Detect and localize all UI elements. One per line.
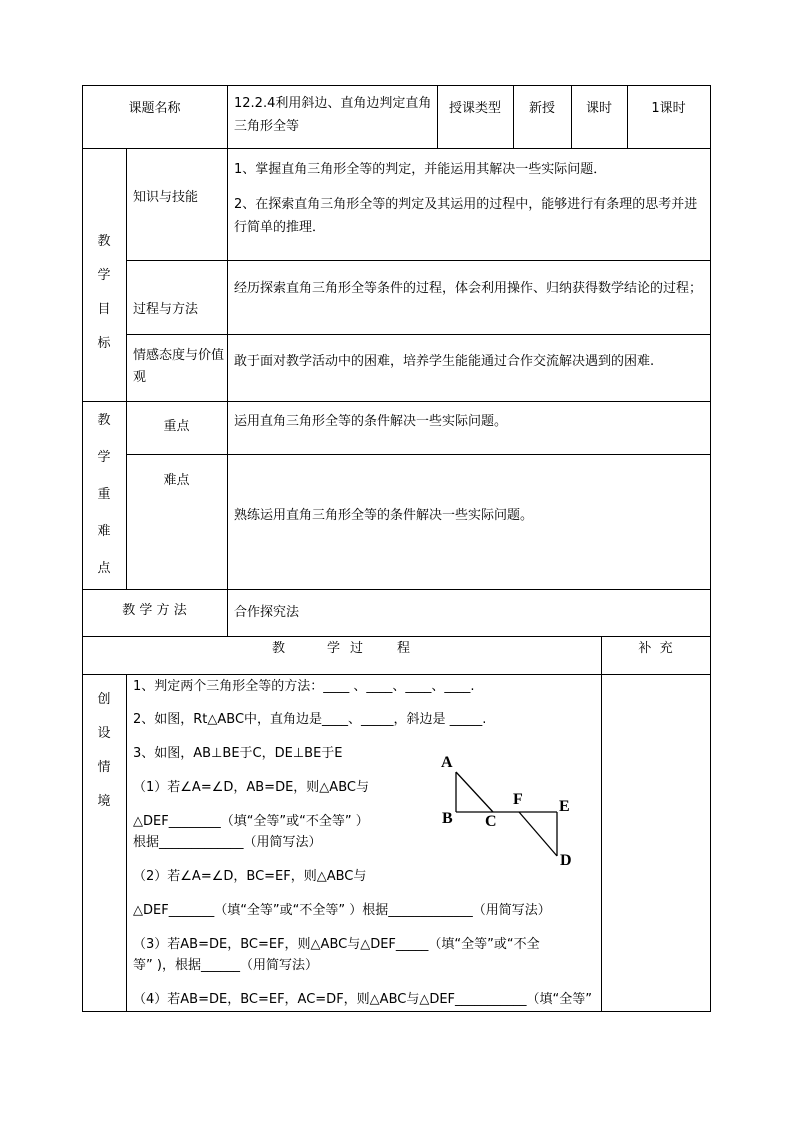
process-header-char: 学: [327, 641, 341, 656]
figure-label-b: B: [442, 810, 453, 827]
rule: [601, 636, 602, 1011]
question-3-1a: （1）若∠A=∠D，AB=DE，则△ABC与: [133, 780, 369, 795]
rule: [82, 1011, 711, 1012]
rule: [126, 260, 711, 261]
difficult-text: 熟练运用直角三角形全等的条件解决一些实际问题。: [234, 508, 534, 523]
figure-label-c: C: [485, 813, 497, 830]
figure-label-f: F: [513, 791, 523, 808]
objectives-section-label: 教 学 目 标: [97, 234, 111, 351]
rule: [82, 589, 711, 590]
method-value: 合作探究法: [234, 605, 300, 620]
question-1: 1、判定两个三角形全等的方法：____ 、____、____、____.: [133, 679, 475, 694]
rule: [710, 85, 711, 1012]
figure-label-d: D: [560, 852, 572, 869]
topic-value: 12.2.4利用斜边、直角边判定直角三角形全等: [234, 96, 432, 134]
rule: [227, 85, 228, 148]
attitude-label: 情感态度与价值观: [133, 348, 225, 385]
type-value: 新授: [528, 101, 555, 116]
rule: [82, 674, 711, 675]
rule: [82, 401, 711, 402]
segment-ac: [456, 772, 493, 812]
figure-label-a: A: [441, 754, 453, 771]
supplement-label: 补 充: [638, 641, 673, 656]
question-2: 2、如图，Rt△ABC中，直角边是____、_____，斜边是 _____.: [133, 712, 487, 727]
process-header-char: 教: [272, 641, 286, 656]
process-header-char: 程: [397, 641, 411, 656]
question-3-3a: （3）若AB=DE，BC=EF，则△ABC与△DEF_____（填“全等”或“不全: [133, 937, 540, 952]
topic-label: 课题名称: [128, 101, 181, 116]
rule: [82, 148, 711, 149]
question-3-2a: （2）若∠A=∠D，BC=EF，则△ABC与: [133, 869, 367, 884]
rule: [126, 148, 127, 589]
knowledge-label: 知识与技能: [133, 190, 199, 205]
rule: [126, 674, 127, 1011]
question-3-2b: △DEF_______（填“全等”或“不全等” ）根据_____________（用简写法）: [133, 903, 551, 918]
hours-value: 1课时: [651, 101, 686, 116]
question-3-4: （4）若AB=DE，BC=EF，AC=DF，则△ABC与△DEF___________（填“全等”: [133, 992, 592, 1007]
process-header: [82, 638, 601, 660]
rule: [126, 334, 711, 335]
figure-label-e: E: [559, 798, 570, 815]
rule: [227, 148, 228, 636]
knowledge-item-2: 2、在探索直角三角形全等的判定及其运用的过程中，能够进行有条理的思考并进行简单的推理．: [234, 197, 698, 235]
keypoints-section-label: 教 学 重 难 点: [97, 413, 111, 576]
rule: [82, 85, 711, 86]
question-3-1b: △DEF________（填“全等”或“不全等” ）: [133, 814, 369, 829]
process-header-char: 过: [350, 641, 364, 656]
attitude-text: 敢于面对教学活动中的困难，培养学生能能通过合作交流解决遇到的困难.: [234, 354, 655, 369]
rule: [82, 636, 711, 637]
scenario-section-label: 创 设 情 境: [97, 692, 111, 809]
question-3: 3、如图，AB⊥BE于C，DE⊥BE于E: [133, 746, 343, 761]
process-text: 经历探索直角三角形全等条件的过程，体会利用操作、归纳获得数学结论的过程；: [234, 281, 703, 296]
knowledge-item-1: 1、掌握直角三角形全等的判定，并能运用其解决一些实际问题．: [234, 162, 607, 177]
question-3-1c: 根据_____________（用简写法）: [133, 835, 322, 850]
key-text: 运用直角三角形全等的条件解决一些实际问题。: [234, 414, 508, 429]
method-label: 教 学 方 法: [122, 603, 187, 618]
hours-label: 课时: [585, 101, 612, 116]
type-label: 授课类型: [448, 101, 501, 116]
key-label: 重点: [163, 419, 190, 434]
difficult-label: 难点: [163, 473, 190, 488]
rule: [126, 454, 711, 455]
rule: [82, 85, 83, 1012]
process-label: 过程与方法: [133, 302, 199, 317]
question-3-3b: 等” )，根据______（用简写法）: [133, 958, 318, 973]
segment-fd: [519, 812, 557, 856]
